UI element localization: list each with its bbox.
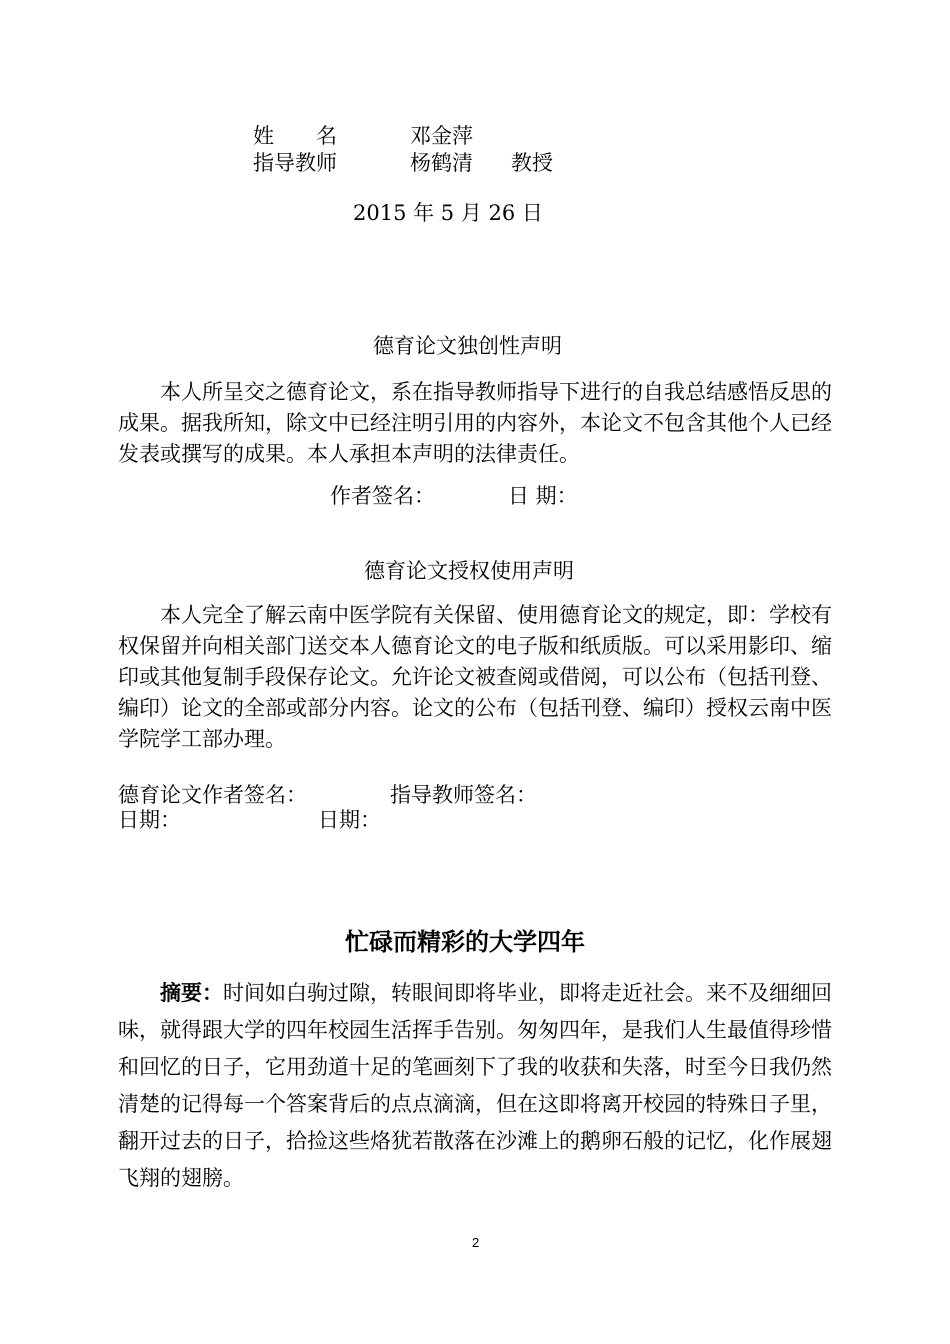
essay-abstract: [118, 975, 832, 1197]
originality-title: 德育论文独创性声明: [373, 334, 562, 358]
page-number: 2: [472, 1235, 480, 1250]
essay-title: 忙碌而精彩的大学四年: [345, 928, 585, 956]
authorization-title: 德育论文授权使用声明: [364, 559, 574, 583]
authorization-author-sign: 德育论文作者签名：: [118, 783, 307, 807]
authorization-date-left: 日期：: [118, 808, 181, 832]
name-label: 姓 名: [253, 124, 337, 148]
abstract-label: 摘要：: [160, 981, 223, 1005]
advisor-label: 指导教师: [253, 151, 337, 175]
advisor-title: 教授: [511, 151, 553, 175]
originality-author-sign: 作者签名：: [330, 484, 435, 508]
originality-body: 本人所呈交之德育论文，系在指导教师指导下进行的自我总结感悟反思的成果。据我所知，除文中已经注明引用的内容外，本论文不包含其他个人已经发表或撰写的成果。本人承担本声明的法律责任。: [118, 380, 832, 466]
name-value: 邓金萍: [410, 124, 473, 148]
submission-date: 2015 年 5 月 26 日: [353, 201, 543, 225]
originality-date-label: 日 期：: [508, 484, 578, 508]
authorization-date-right: 日期：: [318, 808, 381, 832]
abstract-text: 时间如白驹过隙，转眼间即将毕业，即将走近社会。来不及细细回味，就得跟大学的四年校园生活挥手告别。匆匆四年，是我们人生最值得珍惜和回忆的日子，它用劲道十足的笔画刻下了我的收获和失落，时至今日我仍然清楚的记得每一个答案背后的点点滴滴，但在这即将离开校园的特殊日子里，翻开过去的日子，拾捡这些烙犹若散落在沙滩上的鹅卵石般的记忆，化作展翅飞翔的翅膀。: [118, 981, 832, 1190]
authorization-advisor-sign: 指导教师签名：: [390, 783, 537, 807]
advisor-value: 杨鹤清: [410, 151, 473, 175]
authorization-body: 本人完全了解云南中医学院有关保留、使用德育论文的规定，即：学校有权保留并向相关部门送交本人德育论文的电子版和纸质版。可以采用影印、缩印或其他复制手段保存论文。允许论文被查阅或借阅，可以公布（包括刊登、编印）论文的全部或部分内容。论文的公布（包括刊登、编印）授权云南中医学院学工部办理。: [118, 603, 832, 751]
